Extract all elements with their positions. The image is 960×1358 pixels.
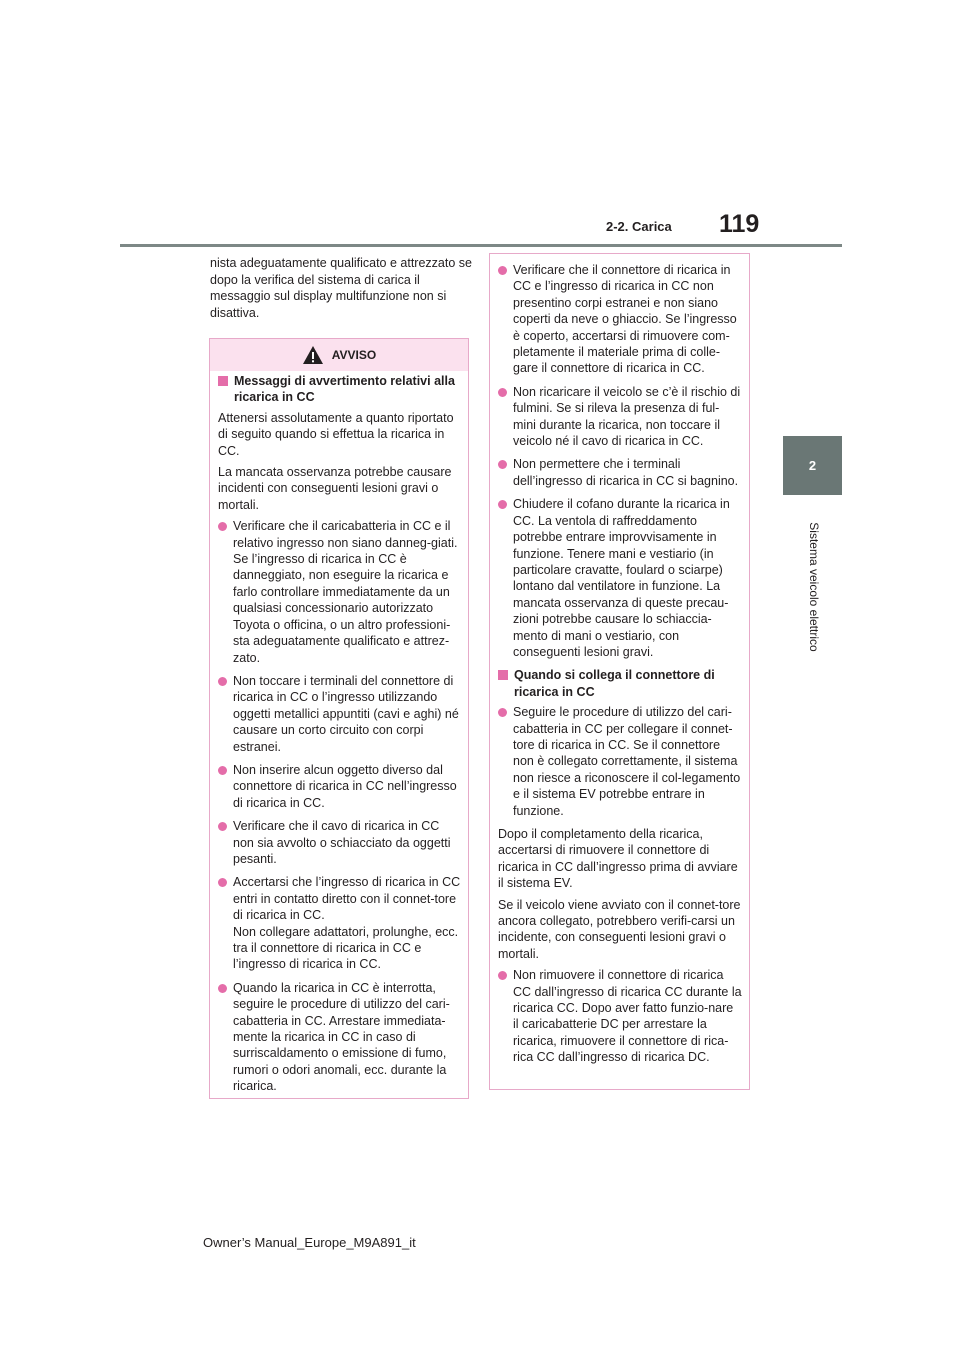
list-item-text: Non toccare i terminali del connettore di ricarica in CC o l’ingresso utilizzando oggetti metallici appuntiti (cavi e aghi) né causare un corto circuito con corpi estranei.	[233, 673, 459, 754]
round-bullet-icon	[498, 708, 507, 717]
list-item-text: Verificare che il cavo di ricarica in CC non sia avvolto o schiacciato da oggetti pesanti.	[233, 819, 451, 866]
list-item	[218, 673, 461, 755]
list-item	[498, 496, 742, 660]
round-bullet-icon	[218, 822, 227, 831]
round-bullet-icon	[498, 388, 507, 397]
warning-triangle-icon	[302, 345, 324, 365]
warning-box	[209, 338, 469, 1099]
list-item-text: Accertarsi che l’ingresso di ricarica in CC entri in contatto diretto con il connet-tore di ricarica in CC. Non collegare adattatori, prolunghe, ecc. tra il connettore di ricarica in CC e l’ingresso di ricarica in CC.	[233, 875, 461, 972]
list-item-text: Verificare che il caricabatteria in CC e il relativo ingresso non siano danneg-giati. Se l’ingresso di ricarica in CC è danneggiato, non eseguire la ricarica e farlo controllare immediatamente da un qualsiasi concessionario autorizzato Toyota o officina, o un altro professioni-sta adeguatamente qualificato e attrez-zato.	[233, 519, 458, 665]
list-item-text: Verificare che il connettore di ricarica in CC e l’ingresso di ricarica in CC non presentino corpi estranei e non siano coperti da neve o ghiaccio. Se l’ingresso è coperto, accertarsi di rimuovere com-pletamente il materiale prima di colle-gare il connettore di ricarica in CC.	[513, 263, 737, 376]
warning-label: AVVISO	[331, 347, 377, 362]
warning-heading-text: Messaggi di avvertimento relativi alla ricarica in CC	[234, 374, 455, 405]
list-item	[218, 818, 461, 867]
warning-heading	[218, 373, 461, 406]
round-bullet-icon	[218, 984, 227, 993]
list-item	[498, 967, 742, 1065]
round-bullet-icon	[498, 460, 507, 469]
chapter-label: Sistema veicolo elettrico	[807, 522, 821, 652]
list-item-text: Seguire le procedure di utilizzo del cari-cabatteria in CC per collegare il connet-tore di ricarica in CC. Se il connettore non è collegato correttamente, il sistema non riesce a riconoscere il col-legamento e il sistema EV potrebbe entrare in funzione.	[513, 705, 741, 818]
round-bullet-icon	[498, 500, 507, 509]
warning-header	[210, 339, 468, 371]
list-item	[498, 262, 742, 377]
round-bullet-icon	[218, 522, 227, 531]
round-bullet-icon	[498, 971, 507, 980]
list-item-text: Non rimuovere il connettore di ricarica CC dall’ingresso di ricarica CC durante la ricarica CC. Dopo aver fatto funzio-nare il caricabatterie DC per arrestare la ricarica, rimuovere il connettore di rica-rica CC dall’ingresso di ricarica DC.	[513, 968, 742, 1065]
warning-continued-body	[490, 254, 749, 1066]
round-bullet-icon	[218, 766, 227, 775]
round-bullet-icon	[218, 677, 227, 686]
list-item-text: Non ricaricare il veicolo se c’è il rischio di fulmini. Se si rileva la presenza di ful-mini durante la ricarica, non toccare il veicolo né il cavo di ricarica in CC.	[513, 384, 741, 449]
chapter-number: 2	[808, 458, 817, 473]
square-bullet-icon	[498, 670, 508, 680]
list-item	[498, 384, 742, 450]
warning-box-continued	[489, 253, 750, 1090]
connector-heading	[498, 667, 742, 700]
page-number: 119	[719, 210, 760, 238]
connector-paragraph: Dopo il completamento della ricarica, accertarsi di rimuovere il connettore di ricarica in CC dall’ingresso prima di avviare il sistema EV.	[498, 827, 738, 891]
list-item	[498, 456, 742, 489]
list-item-text: Quando la ricarica in CC è interrotta, seguire le procedure di utilizzo del cari-cabatteria in CC. Arrestare immediata-mente la ricarica in CC in caso di surriscaldamento o emissione di fumo, rumori o odori anomali, ecc. durante la ricarica.	[233, 980, 450, 1094]
round-bullet-icon	[218, 878, 227, 887]
header-rule	[120, 244, 842, 247]
connector-paragraph: Se il veicolo viene avviato con il connet-tore ancora collegato, potrebbero verifi-carsi un incidente, con conseguenti lesioni gravi o mortali.	[498, 897, 741, 961]
intro-paragraph: nista adeguatamente qualificato e attrezzato se dopo la verifica del sistema di carica il messaggio sul display multifunzione non si disattiva.	[210, 256, 472, 320]
list-item-text: Non permettere che i terminali dell’ingresso di ricarica in CC si bagnino.	[513, 457, 739, 488]
section-title: 2-2. Carica	[606, 219, 672, 234]
list-item	[218, 762, 461, 811]
warning-body	[210, 373, 468, 1095]
chapter-tab	[783, 436, 842, 495]
round-bullet-icon	[498, 266, 507, 275]
list-item-text: Non inserire alcun oggetto diverso dal connettore di ricarica in CC nell’ingresso di ricarica in CC.	[233, 762, 457, 810]
list-item	[218, 980, 461, 1095]
list-item	[218, 874, 461, 972]
list-item	[498, 704, 742, 819]
warning-paragraph: Attenersi assolutamente a quanto riportato di seguito quando si effettua la ricarica in CC.	[218, 410, 454, 458]
warning-paragraph: La mancata osservanza potrebbe causare incidenti con conseguenti lesioni gravi o mortali.	[218, 465, 452, 512]
list-item-text: Chiudere il cofano durante la ricarica in CC. La ventola di raffreddamento potrebbe entrare improvvisamente in funzione. Tenere mani e vestiario (in particolare cravatte, foulard o sciarpe) lontano dal ventilatore in funzione. La mancata osservanza di queste precau-zioni potrebbe causare lo schiaccia-mento di mani o vestiario, con conseguenti lesioni gravi.	[513, 497, 730, 659]
connector-heading-text: Quando si collega il connettore di ricarica in CC	[514, 668, 715, 699]
list-item	[218, 518, 461, 666]
square-bullet-icon	[218, 376, 228, 386]
footer-text: Owner’s Manual_Europe_M9A891_it	[203, 1235, 416, 1250]
